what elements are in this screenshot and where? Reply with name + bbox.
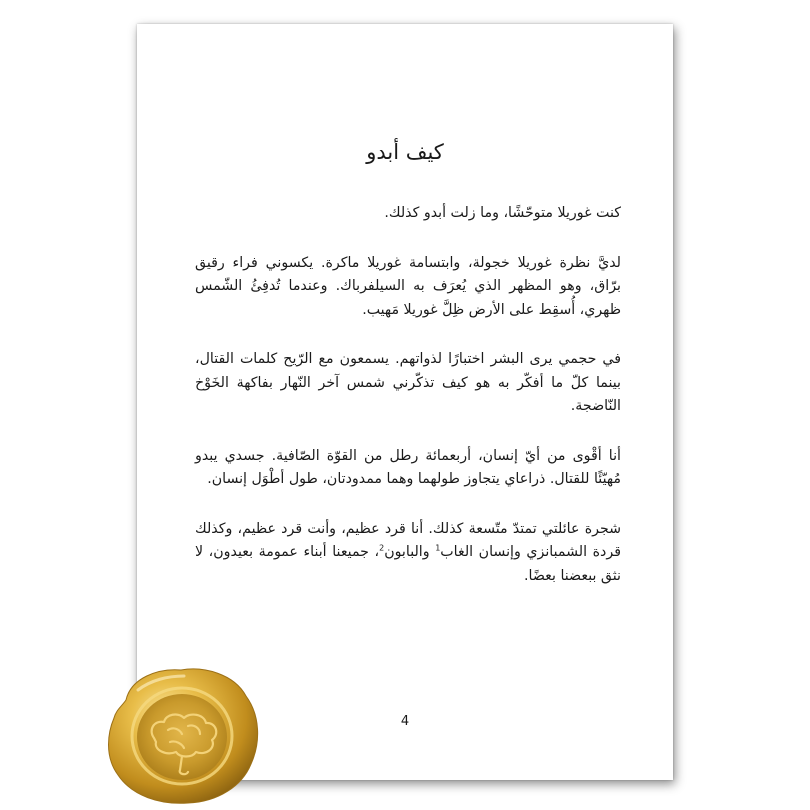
chapter-title: كيف أبدو bbox=[366, 140, 444, 164]
footnote-marker-1[interactable]: 1 bbox=[435, 543, 441, 553]
paragraph-5-part-1: شجرة عائلتي تمتدّ متّسعة كذلك. أنا قرد عظيم، وأنت قرد عظيم، وكذلك قردة الشمبانزي وإنسان الغاب bbox=[195, 520, 621, 560]
footnote-marker-2[interactable]: 2 bbox=[379, 543, 385, 553]
paragraph-5-part-2: والبابون bbox=[384, 544, 436, 560]
wax-seal bbox=[96, 660, 266, 810]
paragraph-5-part-3: ، جميعنا أبناء عمومة بعيدون، لا نثق ببعضنا بعضًا. bbox=[195, 544, 621, 584]
paragraph-2: لديَّ نظرة غوريلا خجولة، وابتسامة غوريلا ماكرة. يكسوني فراء رقيق برّاق، وهو المظهر الذي يُعرَف به السيلفرباك. وعندما تُدفِئُ الشّمس ظهري، أُسقِط على الأرض ظِلَّ غوريلا مَهيب. bbox=[195, 254, 621, 318]
seal-inner-face bbox=[137, 694, 227, 780]
paragraph-4: أنا أقْوى من أيّ إنسان، أربعمائة رطل من القوّة الصّافية. جسدي يبدو مُهيّئًا للقتال. ذراعاي يتجاوز طولهما وهما ممدودتان، طول أطْوَل إنسان. bbox=[195, 447, 621, 487]
paragraph-5 bbox=[195, 518, 621, 589]
paragraph-3: في حجمي يرى البشر اختبارًا لذواتهم. يسمعون مع الرّيح كلمات القتال، بينما كلّ ما أفكّر به هو كيف تذكّرني شمس آخر النّهار بفاكهة الخَوْخ النّاضجة. bbox=[195, 351, 621, 414]
paragraph-1: كنت غوريلا متوحّشًا، وما زلت أبدو كذلك. bbox=[384, 205, 621, 221]
body-text bbox=[195, 202, 621, 614]
page-number: 4 bbox=[400, 714, 410, 729]
